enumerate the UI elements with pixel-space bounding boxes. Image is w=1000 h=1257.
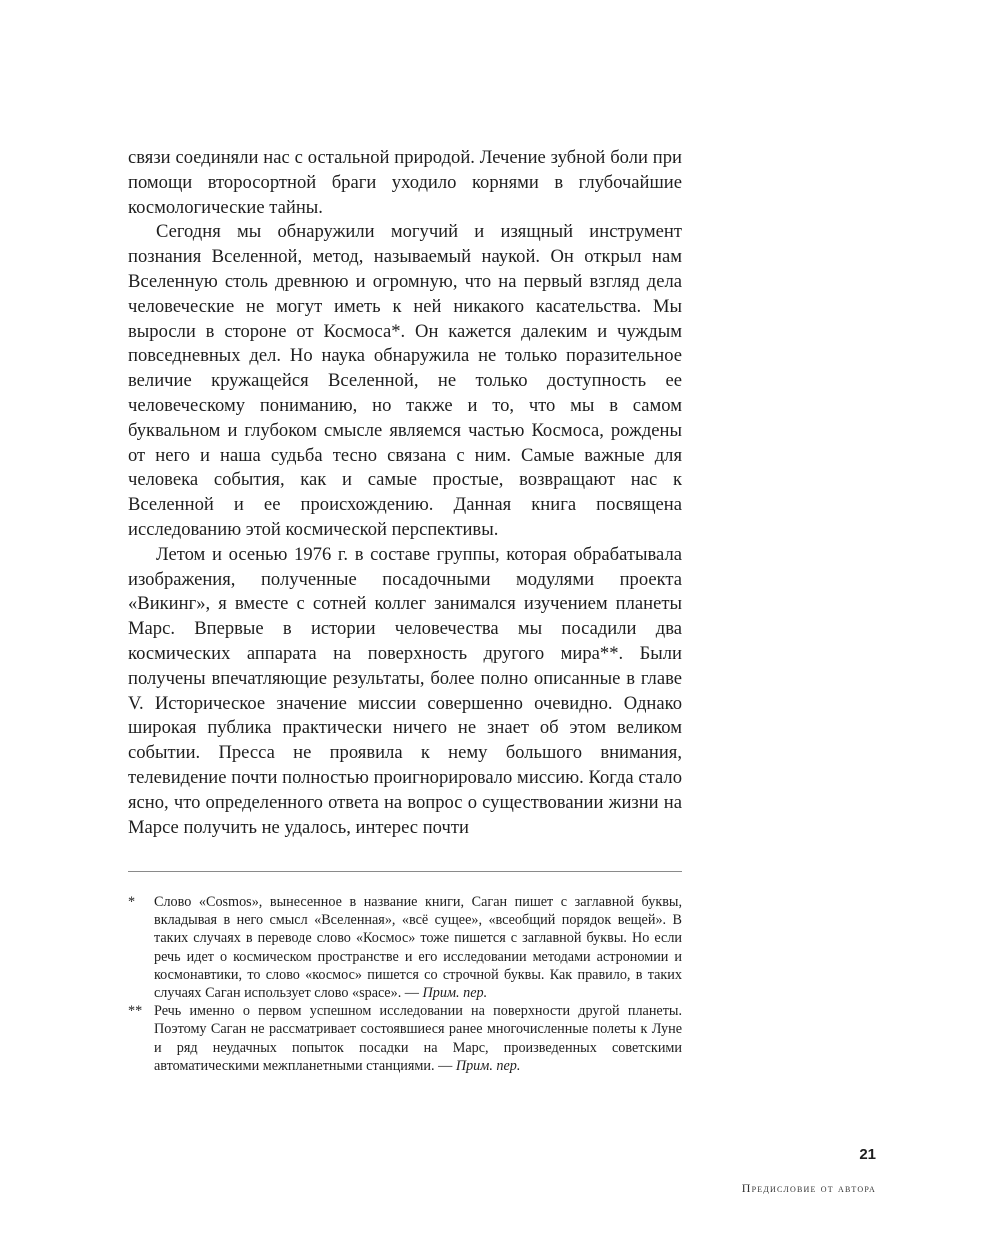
running-footer: Предисловие от автора xyxy=(741,1181,876,1195)
paragraph-1: связи соединяли нас с остальной природой. Лечение зубной боли при помощи второсортной браги уходило корнями в глубочайшие космологические тайны. xyxy=(128,147,682,218)
footnote-1-text: Слово «Cosmos», вынесенное в название книги, Саган пишет с заглавной буквы, вкладывая в него смысл «Вселенная», «всё сущее», «всеобщий порядок вещей». В таких случаях в переводе слово «Космос» тоже пишется с заглавной буквы. Но если речь идет о космическом пространстве и его исследовании методами астрономии и космонавтики, то слово «космос» пишется со строчной буквы. Как правило, в таких случаях Саган использует слово «space». — xyxy=(154,894,682,1002)
paragraph-2: Сегодня мы обнаружили могучий и изящный инструмент познания Вселенной, метод, называемый наукой. Он открыл нам Вселенную столь древнюю и огромную, что на первый взгляд дела человеческие не могут иметь к ней никакого касательства. Мы выросли в стороне от Космоса*. Он кажется далеким и чуждым повседневных дел. Но наука обнаружила не только поразительное величие кружащейся Вселенной, не только доступность ее человеческому пониманию, но также и то, что мы в самом буквальном и глубоком смысле являемся частью Космоса, рождены от него и наша судьба тесно связана с ним. Самые важные для человека события, как и самые простые, возвращают нас к Вселенной и ее происхождению. Данная книга посвящена исследованию этой космической перспективы. xyxy=(128,221,682,540)
page-number: 21 xyxy=(859,1146,876,1163)
footnote-2-mark: ** xyxy=(128,1003,143,1020)
footnote-1-note: Прим. пер. xyxy=(422,985,488,1002)
main-text xyxy=(128,146,682,840)
footnotes xyxy=(128,893,682,1075)
paragraph-3: Летом и осенью 1976 г. в составе группы, которая обрабатывала изображения, полученные посадочными модулями проекта «Викинг», я вместе с сотней коллег занимался изучением планеты Марс. Впервые в истории человечества мы посадили два космических аппарата на поверхность другого мира**. Были получены впечатляющие результаты, более полно описанные в главе V. Историческое значение миссии совершенно очевидно. Однако широкая публика практически ничего не знает об этом великом событии. Пресса не проявила к нему большого внимания, телевидение почти полностью проигнорировало миссию. Когда стало ясно, что определенного ответа на вопрос о существовании жизни на Марсе получить не удалось, интерес почти xyxy=(128,543,682,838)
footnote-1-mark: * xyxy=(128,894,136,910)
footnote-2-note: Прим. пер. xyxy=(455,1057,521,1074)
footnote-2-text: Речь именно о первом успешном исследовании на поверхности другой планеты. Поэтому Саган не рассматривает состоявшиеся ранее многочисленные полеты к Луне и ряд неудачных попыток посадки на Марс, произведенных советскими автоматическими межпланетными станциями. — xyxy=(154,1003,682,1074)
footnote-2 xyxy=(128,1002,682,1075)
footnote-1 xyxy=(128,893,682,1002)
footnote-divider xyxy=(128,871,682,872)
